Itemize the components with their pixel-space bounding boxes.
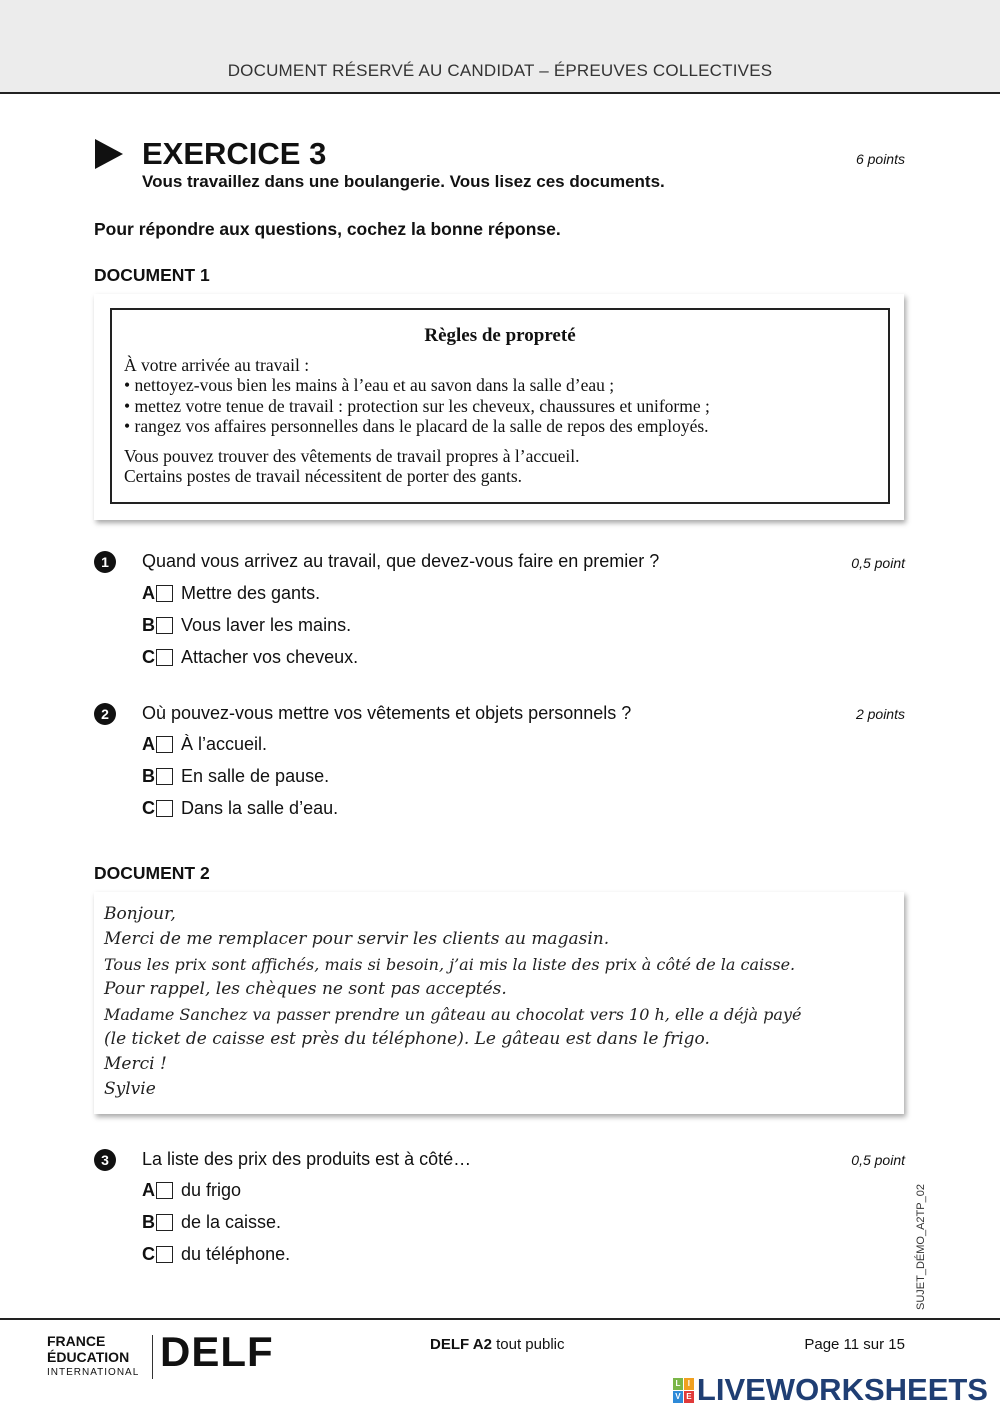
logo-divider (152, 1335, 153, 1379)
side-code: SUJET_DÉMO_A2TP_02 (915, 1184, 927, 1310)
note-line: Merci de me remplacer pour servir les clients au magasin. (104, 929, 610, 949)
checkbox[interactable] (156, 617, 173, 634)
note-line: Bonjour, (104, 904, 176, 924)
option-text: de la caisse. (181, 1212, 282, 1232)
option-text: Mettre des gants. (181, 583, 321, 603)
exercise-points: 6 points (855, 151, 905, 167)
page-header (0, 0, 1000, 94)
option-text: À l’accueil. (181, 734, 268, 754)
option-letter: B (142, 1212, 155, 1232)
question-text: Quand vous arrivez au travail, que devez-vous faire en premier ? (142, 551, 660, 571)
option-text: du téléphone. (181, 1244, 291, 1264)
doc1-title: Règles de propreté (424, 325, 576, 346)
option-text: Vous laver les mains. (181, 615, 352, 635)
option-letter: A (142, 734, 155, 754)
option-letter: B (142, 615, 155, 635)
question-points: 2 points (855, 706, 905, 722)
option-b[interactable] (142, 615, 351, 636)
exam-name (430, 1336, 565, 1353)
option-text: En salle de pause. (181, 766, 330, 786)
option-a[interactable] (142, 734, 267, 755)
doc1-line: Vous pouvez trouver des vêtements de travail propres à l’accueil. (124, 445, 580, 466)
option-c[interactable] (142, 1244, 290, 1265)
logo-letter: V (673, 1391, 683, 1403)
footer-divider (0, 1318, 1000, 1320)
option-letter: A (142, 1180, 155, 1200)
exercise-subtitle: Vous travaillez dans une boulangerie. Vous lisez ces documents. (142, 172, 665, 191)
watermark-text: LIVEWORKSHEETS (696, 1372, 988, 1407)
instruction: Pour répondre aux questions, cochez la bonne réponse. (94, 219, 561, 239)
question-number: 3 (94, 1149, 116, 1171)
question-text: La liste des prix des produits est à côté… (142, 1149, 472, 1169)
option-letter: C (142, 647, 155, 667)
option-letter: C (142, 1244, 155, 1264)
note-line: Tous les prix sont affichés, mais si besoin, j’ai mis la liste des prix à côté de la caisse. (104, 955, 796, 974)
exercise-title: EXERCICE 3 (142, 136, 327, 171)
checkbox[interactable] (156, 649, 173, 666)
doc1-line: • mettez votre tenue de travail : protection sur les cheveux, chaussures et uniforme ; (124, 395, 710, 416)
checkbox[interactable] (156, 1182, 173, 1199)
checkbox[interactable] (156, 800, 173, 817)
option-text: Dans la salle d’eau. (181, 798, 339, 818)
delf-logo: DELF (160, 1328, 274, 1375)
option-letter: A (142, 583, 155, 603)
exam-level: DELF A2 (430, 1336, 492, 1353)
doc1-label: DOCUMENT 1 (94, 265, 210, 285)
logo-letter: I (684, 1378, 694, 1390)
option-b[interactable] (142, 766, 329, 787)
document-2-handwritten-note (94, 892, 904, 1114)
liveworksheets-watermark (673, 1372, 988, 1408)
note-line: Pour rappel, les chèques ne sont pas acceptés. (104, 979, 507, 999)
doc1-line: • rangez vos affaires personnelles dans le placard de la salle de repos des employés. (124, 416, 709, 436)
logo-text: INTERNATIONAL (47, 1367, 140, 1378)
page-number: Page 11 sur 15 (804, 1336, 905, 1353)
document-1 (94, 294, 904, 520)
option-c[interactable] (142, 647, 358, 668)
note-line: Sylvie (104, 1079, 156, 1099)
question-points: 0,5 point (851, 555, 905, 571)
option-a[interactable] (142, 583, 320, 604)
question-number: 1 (94, 551, 116, 573)
checkbox[interactable] (156, 736, 173, 753)
doc1-line: Certains postes de travail nécessitent de porter des gants. (124, 466, 523, 486)
note-line: Madame Sanchez va passer prendre un gâteau au chocolat vers 10 h, elle a déjà payé (104, 1005, 802, 1024)
option-letter: B (142, 766, 155, 786)
logo-text: FRANCE (47, 1333, 106, 1349)
doc1-line: À votre arrivée au travail : (124, 354, 310, 375)
play-arrow-icon (95, 139, 123, 169)
checkbox[interactable] (156, 1246, 173, 1263)
checkbox[interactable] (156, 585, 173, 602)
france-education-logo (47, 1333, 139, 1381)
logo-letter: L (673, 1378, 683, 1390)
option-text: du frigo (181, 1180, 242, 1200)
doc2-label: DOCUMENT 2 (94, 863, 210, 883)
question-text: Où pouvez-vous mettre vos vêtements et objets personnels ? (142, 703, 632, 723)
header-text: DOCUMENT RÉSERVÉ AU CANDIDAT – ÉPREUVES COLLECTIVES (227, 61, 773, 80)
liveworksheets-logo-icon (673, 1378, 694, 1403)
note-line: Merci ! (104, 1054, 167, 1074)
option-c[interactable] (142, 798, 338, 819)
doc1-line: • nettoyez-vous bien les mains à l’eau et au savon dans la salle d’eau ; (124, 375, 615, 395)
option-letter: C (142, 798, 155, 818)
checkbox[interactable] (156, 768, 173, 785)
logo-text: ÉDUCATION (47, 1349, 130, 1365)
note-line: (le ticket de caisse est près du téléphone). Le gâteau est dans le frigo. (104, 1029, 710, 1049)
question-number: 2 (94, 703, 116, 725)
checkbox[interactable] (156, 1214, 173, 1231)
option-b[interactable] (142, 1212, 281, 1233)
option-a[interactable] (142, 1180, 241, 1201)
question-points: 0,5 point (851, 1152, 905, 1168)
option-text: Attacher vos cheveux. (181, 647, 359, 667)
logo-letter: E (684, 1391, 694, 1403)
exam-audience: tout public (491, 1336, 565, 1353)
